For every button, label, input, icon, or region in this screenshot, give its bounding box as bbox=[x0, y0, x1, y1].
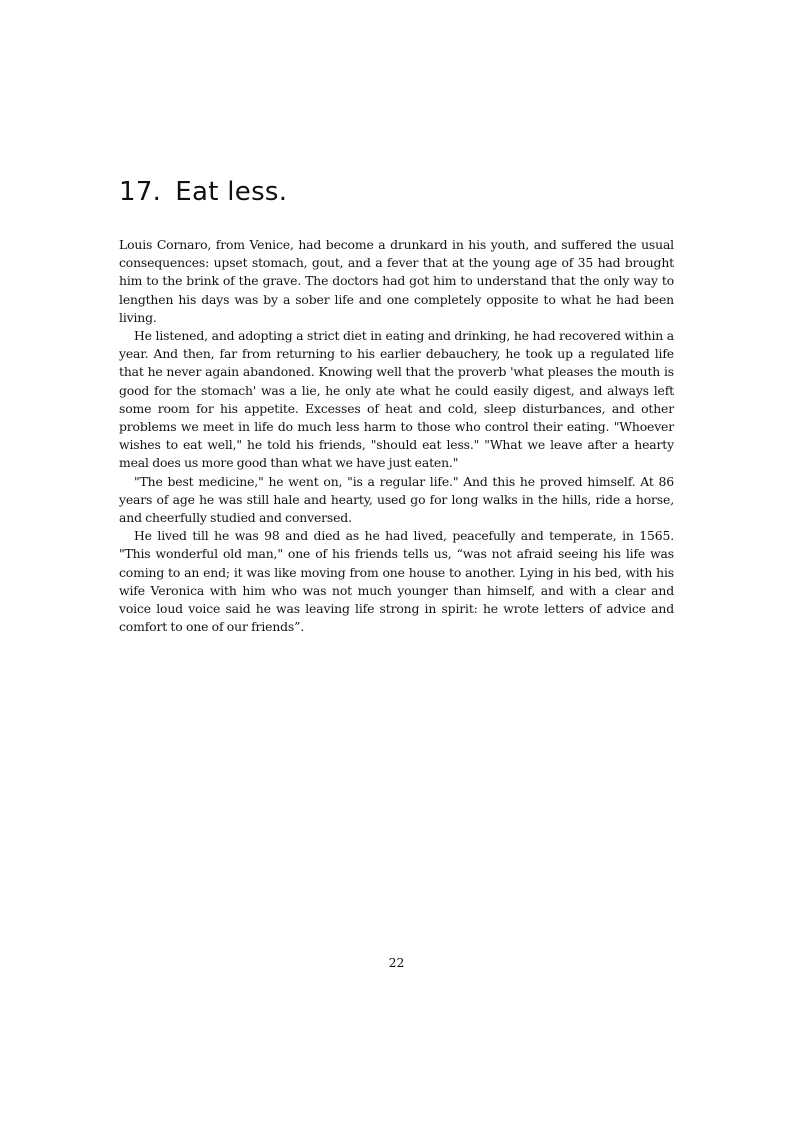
page-number: 22 bbox=[388, 955, 405, 970]
chapter-heading bbox=[119, 174, 287, 210]
paragraph-1: Louis Cornaro, from Venice, had become a drunkard in his youth, and suffered the usual consequences: upset stomach, gout, and a fever that at the young age of 35 had brought him to the brink of the grave. The doctors had got him to understand that the only way to lengthen his days was by a sober life and one completely opposite to what he had been living. bbox=[119, 237, 674, 325]
paragraph-3: "The best medicine," he went on, "is a regular life." And this he proved himself. At 86 years of age he was still hale and hearty, used go for long walks in the hills, ride a horse, and cheerfully studied and conversed. bbox=[119, 473, 674, 526]
paragraph-2: He listened, and adopting a strict diet in eating and drinking, he had recovered within a year. And then, far from returning to his earlier debauchery, he took up a regulated life that he never again abandoned. Knowing well that the proverb 'what pleases the mouth is good for the stomach' was a lie, he only ate what he could easily digest, and always left some room for his appetite. Excesses of heat and cold, sleep disturbances, and other problems we meet in life do much less harm to those who control their eating. "Whoever wishes to eat well," he told his friends, "should eat less." "What we leave after a hearty meal does us more good than what we have just eaten." bbox=[119, 328, 674, 471]
chapter-number: 17. bbox=[119, 177, 162, 207]
chapter-body bbox=[119, 236, 674, 636]
chapter-title: Eat less. bbox=[175, 177, 288, 207]
paragraph-4: He lived till he was 98 and died as he had lived, peacefully and temperate, in 1565. "This wonderful old man," one of his friends tells us, “was not afraid seeing his life was coming to an end; it was like moving from one house to another. Lying in his bed, with his wife Veronica with him who was not much younger than himself, and with a clear and voice loud voice said he was leaving life strong in spirit: he wrote letters of advice and comfort to one of our friends”. bbox=[119, 528, 674, 635]
